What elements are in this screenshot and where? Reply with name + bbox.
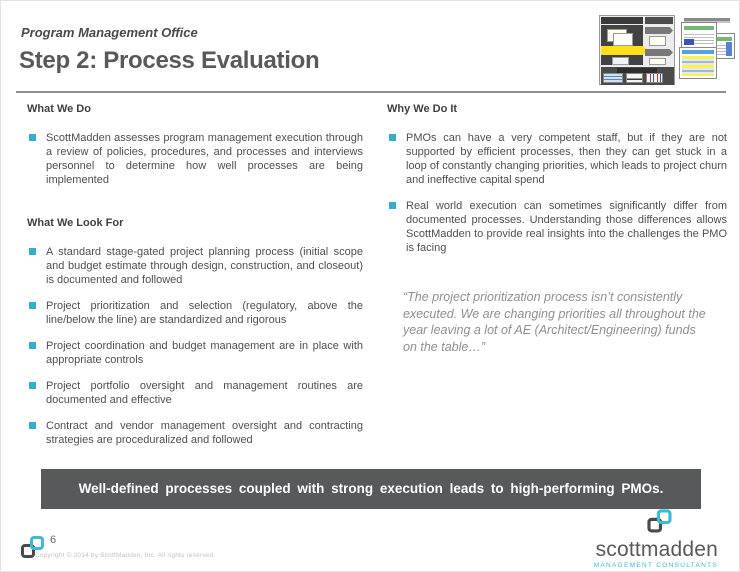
bullet-text: A standard stage-gated project planning process (initial scope and budget estimate through design, construction, and closeout) is documented and followed (46, 246, 363, 286)
mini-document-icon (613, 33, 633, 46)
mini-page-header (682, 50, 714, 54)
page-number: 6 (50, 534, 57, 546)
scottmadden-logo (594, 510, 718, 569)
list-item (23, 419, 363, 447)
list-item (383, 131, 727, 187)
section-heading-what-we-look-for: What We Look For (27, 217, 124, 229)
mini-page (679, 47, 717, 79)
thumbnail-sample-documents (675, 11, 739, 95)
page-title: Step 2: Process Evaluation (19, 47, 320, 74)
copyright-notice: Copyright © 2014 by ScottMadden, Inc. All rights reserved. (35, 552, 216, 559)
mini-page-chart (684, 39, 694, 45)
takeaway-banner: Well-defined processes coupled with strong execution leads to high-performing PMOs. (41, 469, 701, 509)
mini-document-icon (649, 58, 666, 65)
bullet-square-icon (29, 302, 36, 309)
step-chevron-icon (645, 49, 673, 56)
bullet-square-icon (29, 342, 36, 349)
bullet-text: Project coordination and budget management are in place with appropriate controls (46, 340, 363, 366)
list-item (23, 299, 363, 327)
what-we-look-for-list (23, 245, 363, 447)
bullet-square-icon (29, 134, 36, 141)
section-heading-what-we-do: What We Do (27, 103, 91, 115)
section-heading-why-we-do-it: Why We Do It (387, 103, 458, 115)
right-column (383, 103, 727, 355)
why-we-do-it-list (383, 131, 727, 255)
list-item (23, 131, 363, 187)
thumbnail-mini-slide (599, 15, 675, 85)
mini-screenshot (603, 73, 623, 83)
bullet-square-icon (29, 248, 36, 255)
bullet-square-icon (389, 134, 396, 141)
bullet-text: Contract and vendor management oversight and contracting strategies are proceduralized and followed (46, 420, 363, 446)
bullet-text: ScottMadden assesses program management execution through a review of policies, procedures, and processes and interviews personnel to determine how well processes are being implemented (46, 132, 363, 186)
bullet-text: PMOs can have a very competent staff, but if they are not supported by efficient processes, then they can get stuck in a loop of constantly changing priorities, which leads to project churn and ineffective capital spend (406, 132, 727, 186)
list-item (23, 379, 363, 407)
bullet-text: Project prioritization and selection (regulatory, above the line/below the line) are standardized and rigorous (46, 300, 363, 326)
slide-kicker: Program Management Office (21, 25, 198, 40)
list-item (23, 339, 363, 367)
step-chevron-icon (645, 27, 673, 34)
process-overview-thumbnail (597, 11, 739, 95)
mini-page-header (684, 26, 714, 30)
thumbnail-header-bar (645, 17, 673, 24)
bullet-text: Real world execution can sometimes significantly differ from documented processes. Understanding those differences allows ScottMadden to provide real insights into the challenges the PMO is facing (406, 200, 727, 254)
list-item (23, 245, 363, 287)
logo-square-teal (657, 509, 672, 524)
scottmadden-logo-mark-icon (647, 509, 672, 534)
mini-document-icon (649, 36, 666, 46)
mini-page-highlight-rows (682, 56, 714, 76)
list-item (383, 199, 727, 255)
bullet-square-icon (29, 382, 36, 389)
left-column (23, 103, 363, 459)
bullet-text: Project portfolio oversight and management routines are documented and effective (46, 380, 363, 406)
thumbnail-header-bar (601, 17, 643, 24)
mini-screenshot (646, 73, 663, 83)
mini-screenshot (626, 73, 643, 83)
client-quote: “The project prioritization process isn’t consistently executed. We are changing priorities all throughout the year leaving a lot of AE (Architect/Engineering) funds on the table…” (403, 290, 706, 354)
step2-highlight-chevron-icon (601, 46, 649, 55)
mini-page-chart (726, 42, 732, 56)
bullet-square-icon (29, 422, 36, 429)
logo-tagline: MANAGEMENT CONSULTANTS (593, 562, 718, 569)
logo-square-teal (30, 536, 44, 550)
mini-document-icon (612, 57, 629, 65)
logo-wordmark: scottmadden (595, 538, 718, 561)
mini-page (681, 22, 717, 48)
thumbnail-docs-title-line (684, 18, 730, 21)
bullet-square-icon (389, 202, 396, 209)
what-we-do-list (23, 131, 363, 187)
